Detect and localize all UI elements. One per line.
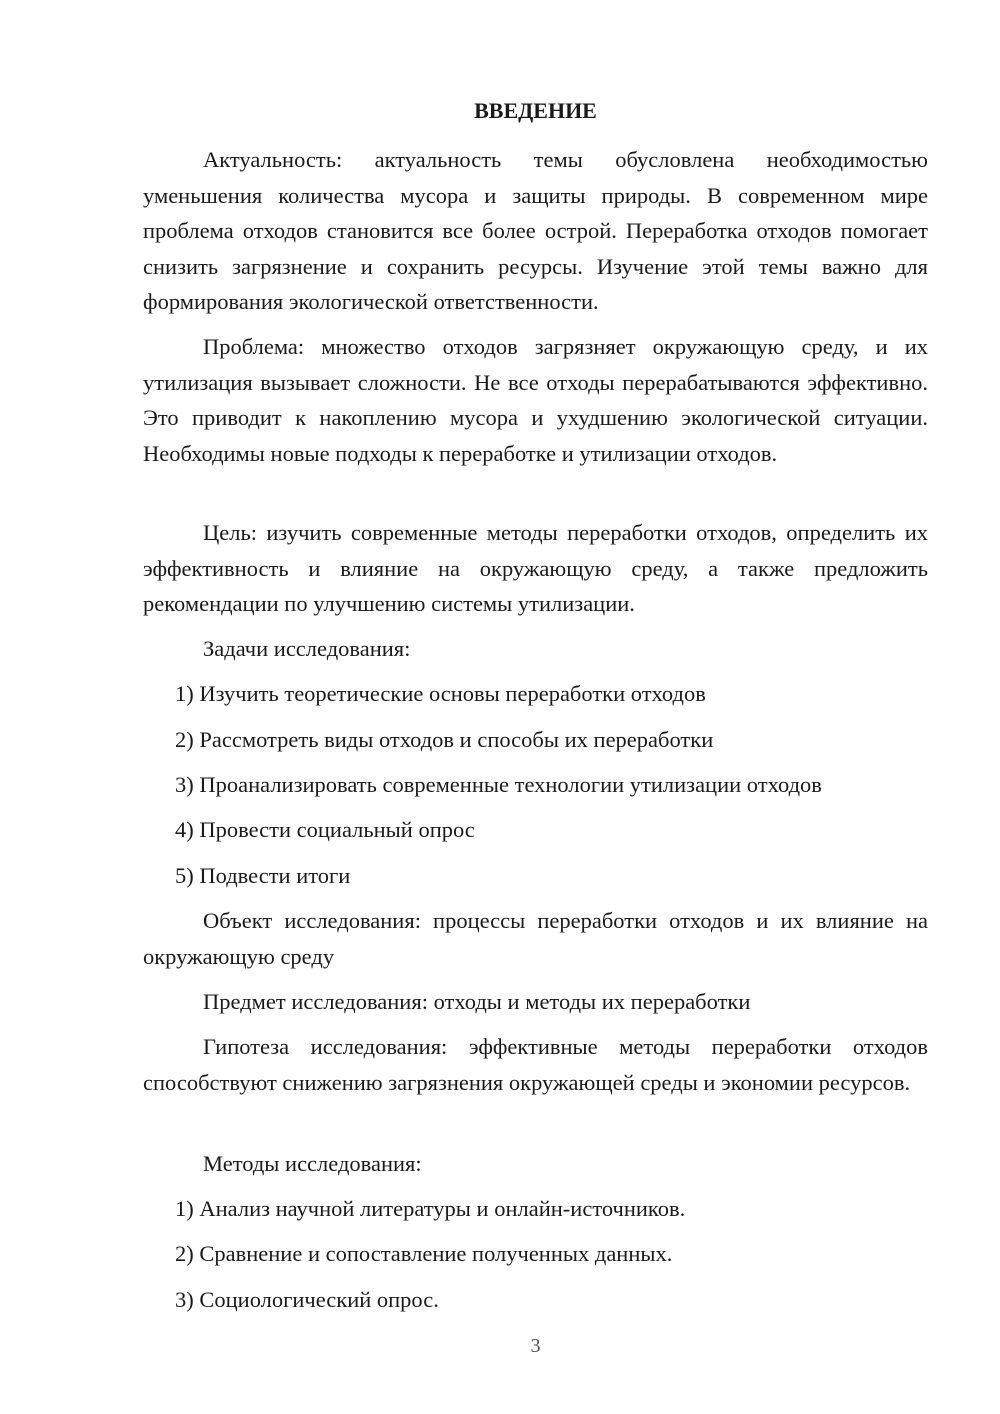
subject-paragraph: Предмет исследования: отходы и методы их переработки (203, 989, 751, 1014)
task-item: 1) Изучить теоретические основы переработки отходов (175, 681, 706, 706)
methods-heading: Методы исследования: (203, 1151, 422, 1176)
object-paragraph: Объект исследования: процессы переработки отходов и их влияние на окружающую среду (143, 908, 928, 969)
method-item: 3) Социологический опрос. (175, 1287, 439, 1312)
method-item: 2) Сравнение и сопоставление полученных данных. (175, 1241, 673, 1266)
task-item: 2) Рассмотреть виды отходов и способы их переработки (175, 727, 714, 752)
tasks-heading: Задачи исследования: (203, 636, 411, 661)
page-title: ВВЕДЕНИЕ (474, 98, 597, 123)
task-item: 4) Провести социальный опрос (175, 817, 475, 842)
relevance-paragraph: Актуальность: актуальность темы обусловлена необходимостью уменьшения количества мусора и защиты природы. В современном мире проблема отходов становится все более острой. Переработка отходов помогает снизить загрязнение и сохранить ресурсы. Изучение этой темы важно для формирования экологической ответственности. (143, 147, 928, 314)
task-item: 3) Проанализировать современные технологии утилизации отходов (175, 772, 822, 797)
document-page (143, 0, 928, 1414)
page-number: 3 (530, 1335, 541, 1357)
goal-paragraph: Цель: изучить современные методы переработки отходов, определить их эффективность и влияние на окружающую среду, а также предложить рекомендации по улучшению системы утилизации. (143, 520, 928, 616)
method-item: 1) Анализ научной литературы и онлайн-источников. (175, 1196, 686, 1221)
hypothesis-paragraph: Гипотеза исследования: эффективные методы переработки отходов способствуют снижению загрязнения окружающей среды и экономии ресурсов. (143, 1034, 928, 1095)
task-item: 5) Подвести итоги (175, 863, 351, 888)
problem-paragraph: Проблема: множество отходов загрязняет окружающую среду, и их утилизация вызывает сложности. Не все отходы перерабатываются эффективно. Это приводит к накоплению мусора и ухудшению экологической ситуации. Необходимы новые подходы к переработке и утилизации отходов. (143, 334, 928, 466)
